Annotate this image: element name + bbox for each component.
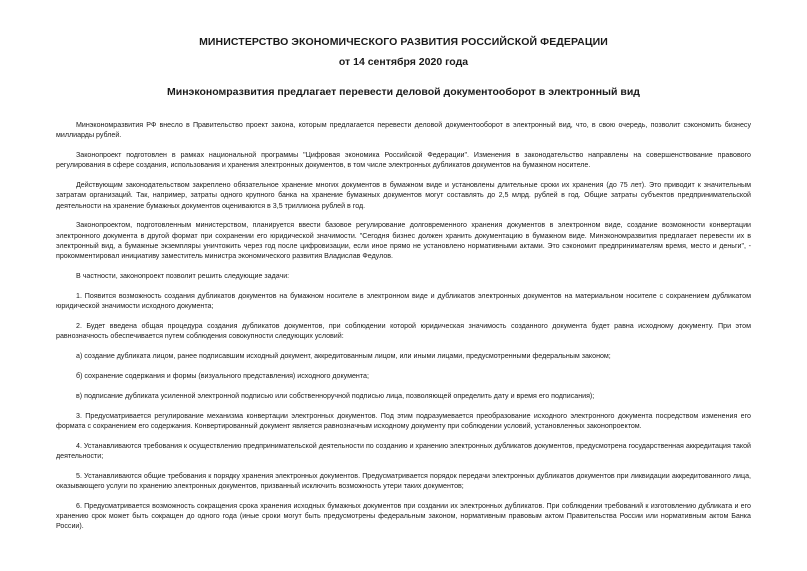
paragraph-costs: Действующим законодательством закреплено обязательное хранение многих документов в бумажном виде и установлены длительные сроки их хранения (до 75 лет). Это приводит к значительным затратам организаций. Так, например, затраты одного крупного банка на хранение бумажных документов могут составлять до 2,5 млрд. рублей в год. Общие затраты субъектов предпринимательской деятельности на хранение бумажных документов оцениваются в 3,5 триллиона рублей в год. — [56, 181, 751, 210]
paragraph-task-2: 2. Будет введена общая процедура создания дубликатов документов, при соблюдении которой юридическая значимость созданного документа будет равна исходному документу. При этом равнозначность обеспечивается путем соблюдения совокупности следующих условий: — [56, 321, 751, 341]
paragraph-task-6: 6. Предусматривается возможность сокращения срока хранения исходных бумажных документов при создании их электронных дубликатов. При соблюдении требований к изготовлению дубликата и его хранению срок может быть сокращен до одного года (иные сроки могут быть предусмотрены федеральным законом, нормативным правовым актом Правительства России или нормативным актом Банка России). — [56, 502, 751, 531]
paragraph-condition-c: в) подписание дубликата усиленной электронной подписью или собственноручной подписью лица, позволяющей определить дату и время его подписания); — [76, 391, 595, 400]
paragraph-regulation: Законопроектом, подготовленным министерством, планируется ввести базовое регулирование долговременного хранения документов в электронном виде, создание возможности конвертации электронного документа в другой формат при сохранении его юридической значимости. "Сегодня бизнес должен хранить документацию в бумажном виде. Минэкономразвития предлагает перевести их в электронный вид, а бумажные экземпляры уничтожить через год после цифровизации, если иное прямо не установлено нормативными актами. Это сэкономит предпринимателям время, место и деньги", - прокомментировал инициативу заместитель министра экономического развития Владислав Федулов. — [56, 221, 751, 261]
paragraph-intro: Минэкономразвития РФ внесло в Правительство проект закона, которым предлагается перевести деловой документооборот в электронный вид, что, в свою очередь, позволит сэкономить бизнесу миллиарды рублей. — [56, 121, 751, 140]
document-date: от 14 сентября 2020 года — [338, 56, 469, 68]
paragraph-task-1: 1. Появится возможность создания дубликатов документов на бумажном носителе в электронном виде и дубликатов электронных документов на материальном носителе с сохранением дубликатом юридической значимости исходного документа; — [56, 291, 751, 311]
paragraph-task-3: 3. Предусматривается регулирование механизма конвертации электронных документов. Под этим подразумевается преобразование исходного электронного документа посредством изменения его формата с сохранением его содержания. Конвертированный документ является равнозначным исходному документу при соблюдении условий, установленных законопроектом. — [56, 411, 751, 430]
paragraph-condition-a: а) создание дубликата лицом, ранее подписавшим исходный документ, аккредитованным лицом, или иными лицами, предусмотренными федеральным законом; — [76, 352, 611, 361]
paragraph-tasks-lead: В частности, законопроект позволит решить следующие задачи: — [76, 271, 290, 280]
paragraph-task-4: 4. Устанавливаются требования к осуществлению предпринимательской деятельности по созданию и хранению электронных дубликатов документов, предусмотрена государственная аккредитация такой деятельности; — [56, 441, 751, 461]
document-title: Минэкономразвития предлагает перевести деловой документооборот в электронный вид — [167, 86, 640, 98]
paragraph-condition-b: б) сохранение содержания и формы (визуального представления) исходного документа; — [76, 371, 369, 380]
document-body — [56, 120, 751, 541]
paragraph-task-5: 5. Устанавливаются общие требования к порядку хранения электронных документов. Предусматривается порядок передачи электронных дубликатов документов при ликвидации аккредитованного лица, оказывающего услуги по хранению электронных документов, призванный исключить возможность утери таких документов; — [56, 471, 751, 491]
ministry-heading: МИНИСТЕРСТВО ЭКОНОМИЧЕСКОГО РАЗВИТИЯ РОССИЙСКОЙ ФЕДЕРАЦИИ — [199, 36, 608, 48]
paragraph-program: Законопроект подготовлен в рамках национальной программы "Цифровая экономика Российской Федерации". Изменения в законодательство направлены на совершенствование правового регулирования в сфере создания, использования и хранения электронных документов, в том числе электронных дубликатов документов на бумажном носителе. — [56, 151, 751, 170]
